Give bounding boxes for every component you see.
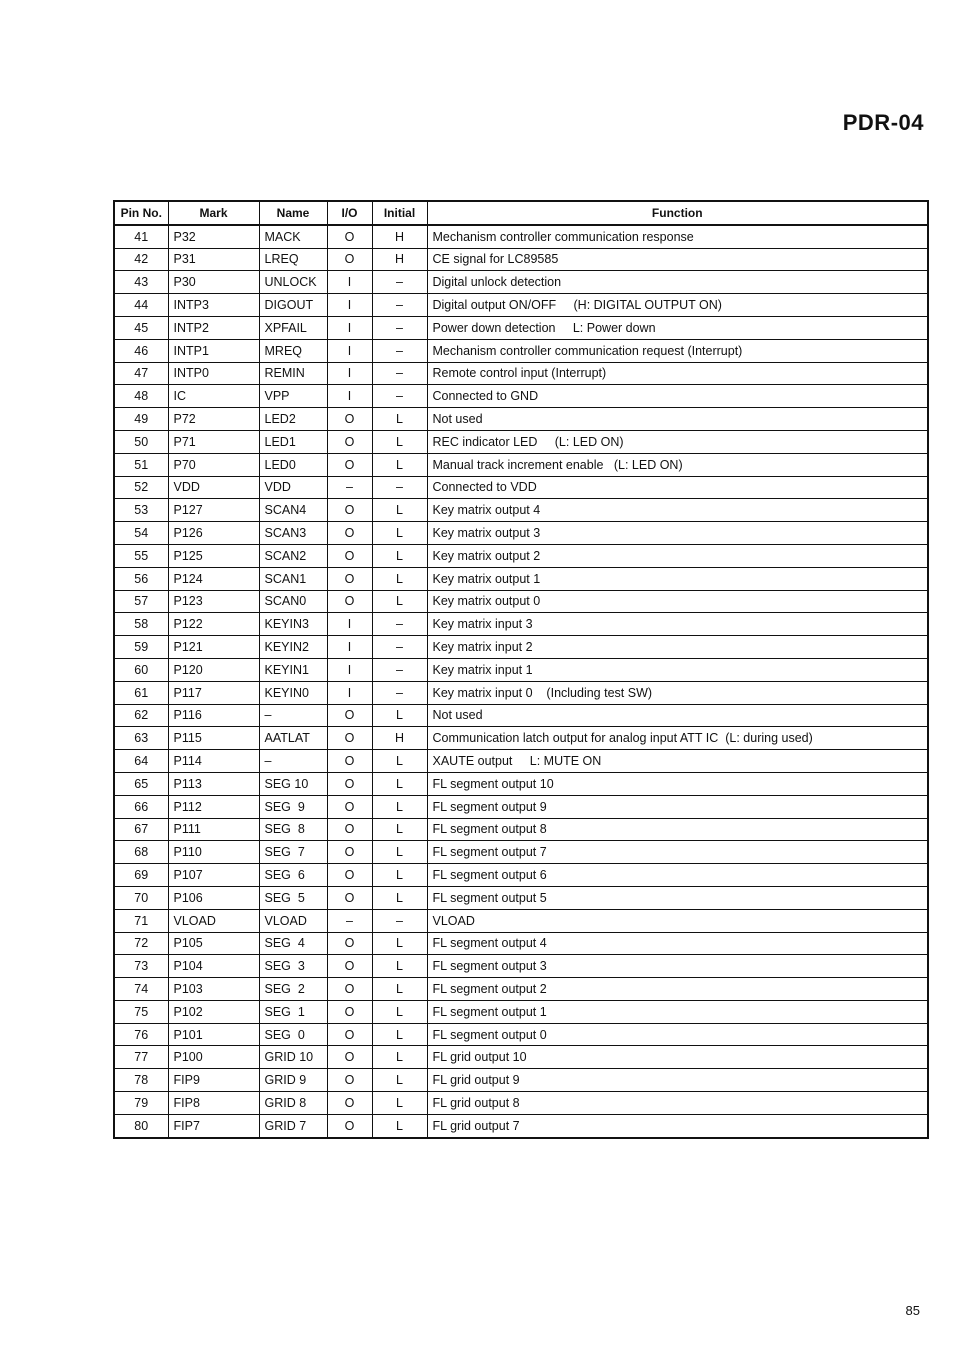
initial-cell: –	[372, 339, 427, 362]
function-cell: FL segment output 7	[427, 841, 928, 864]
pin-number-cell: 45	[114, 316, 168, 339]
io-cell: O	[327, 955, 372, 978]
function-cell: FL segment output 4	[427, 932, 928, 955]
column-header-function: Function	[427, 201, 928, 225]
name-cell: AATLAT	[259, 727, 327, 750]
table-row	[114, 750, 928, 773]
column-header-pin-no: Pin No.	[114, 201, 168, 225]
initial-cell: L	[372, 430, 427, 453]
pin-number-cell: 41	[114, 225, 168, 248]
pin-number-cell: 60	[114, 658, 168, 681]
mark-cell: P123	[168, 590, 259, 613]
pin-number-cell: 73	[114, 955, 168, 978]
io-cell: O	[327, 453, 372, 476]
initial-cell: L	[372, 864, 427, 887]
pin-number-cell: 63	[114, 727, 168, 750]
table-row	[114, 978, 928, 1001]
function-cell: FL segment output 1	[427, 1000, 928, 1023]
pin-number-cell: 56	[114, 567, 168, 590]
page-title: PDR-04	[842, 110, 924, 135]
name-cell: LED2	[259, 408, 327, 431]
mark-cell: INTP1	[168, 339, 259, 362]
mark-cell: IC	[168, 385, 259, 408]
name-cell: VPP	[259, 385, 327, 408]
io-cell: I	[327, 385, 372, 408]
table-row	[114, 476, 928, 499]
pin-number-cell: 66	[114, 795, 168, 818]
column-header-initial: Initial	[372, 201, 427, 225]
function-cell: Mechanism controller communication request (Interrupt)	[427, 339, 928, 362]
pin-number-cell: 68	[114, 841, 168, 864]
pin-function-table	[113, 200, 929, 1139]
table-row	[114, 613, 928, 636]
mark-cell: P126	[168, 522, 259, 545]
mark-cell: P70	[168, 453, 259, 476]
table-row	[114, 727, 928, 750]
initial-cell: L	[372, 567, 427, 590]
name-cell: KEYIN1	[259, 658, 327, 681]
io-cell: O	[327, 772, 372, 795]
io-cell: O	[327, 1046, 372, 1069]
function-cell: FL grid output 8	[427, 1092, 928, 1115]
io-cell: O	[327, 1069, 372, 1092]
function-cell: FL segment output 9	[427, 795, 928, 818]
table-row	[114, 681, 928, 704]
io-cell: O	[327, 1000, 372, 1023]
function-cell: Not used	[427, 408, 928, 431]
mark-cell: P105	[168, 932, 259, 955]
table-row	[114, 886, 928, 909]
pin-number-cell: 76	[114, 1023, 168, 1046]
pin-number-cell: 53	[114, 499, 168, 522]
io-cell: –	[327, 909, 372, 932]
initial-cell: L	[372, 704, 427, 727]
name-cell: –	[259, 750, 327, 773]
io-cell: O	[327, 864, 372, 887]
io-cell: O	[327, 818, 372, 841]
initial-cell: L	[372, 544, 427, 567]
mark-cell: FIP7	[168, 1114, 259, 1137]
initial-cell: –	[372, 476, 427, 499]
initial-cell: L	[372, 955, 427, 978]
pin-number-cell: 67	[114, 818, 168, 841]
table-row	[114, 658, 928, 681]
function-cell: VLOAD	[427, 909, 928, 932]
mark-cell: P124	[168, 567, 259, 590]
function-cell: Power down detection L: Power down	[427, 316, 928, 339]
mark-cell: P72	[168, 408, 259, 431]
function-cell: XAUTE output L: MUTE ON	[427, 750, 928, 773]
table-row	[114, 590, 928, 613]
io-cell: O	[327, 522, 372, 545]
name-cell: SCAN3	[259, 522, 327, 545]
mark-cell: P31	[168, 248, 259, 271]
mark-cell: INTP2	[168, 316, 259, 339]
table-row	[114, 567, 928, 590]
name-cell: SCAN4	[259, 499, 327, 522]
io-cell: I	[327, 636, 372, 659]
name-cell: SCAN2	[259, 544, 327, 567]
mark-cell: P115	[168, 727, 259, 750]
mark-cell: P71	[168, 430, 259, 453]
io-cell: O	[327, 750, 372, 773]
pin-number-cell: 52	[114, 476, 168, 499]
name-cell: KEYIN0	[259, 681, 327, 704]
pin-number-cell: 75	[114, 1000, 168, 1023]
initial-cell: –	[372, 385, 427, 408]
name-cell: KEYIN2	[259, 636, 327, 659]
table-row	[114, 225, 928, 248]
pin-number-cell: 69	[114, 864, 168, 887]
name-cell: MACK	[259, 225, 327, 248]
initial-cell: L	[372, 772, 427, 795]
table-row	[114, 271, 928, 294]
table-row	[114, 408, 928, 431]
name-cell: REMIN	[259, 362, 327, 385]
table-row	[114, 453, 928, 476]
initial-cell: –	[372, 316, 427, 339]
pin-number-cell: 59	[114, 636, 168, 659]
function-cell: FL grid output 9	[427, 1069, 928, 1092]
name-cell: SEG 4	[259, 932, 327, 955]
pin-number-cell: 54	[114, 522, 168, 545]
pin-number-cell: 70	[114, 886, 168, 909]
table-row	[114, 955, 928, 978]
table-row	[114, 704, 928, 727]
initial-cell: L	[372, 408, 427, 431]
mark-cell: P120	[168, 658, 259, 681]
name-cell: SCAN1	[259, 567, 327, 590]
function-cell: Digital unlock detection	[427, 271, 928, 294]
function-cell: Key matrix output 3	[427, 522, 928, 545]
table-row	[114, 772, 928, 795]
initial-cell: L	[372, 978, 427, 1001]
io-cell: O	[327, 841, 372, 864]
function-cell: Mechanism controller communication response	[427, 225, 928, 248]
function-cell: FL segment output 3	[427, 955, 928, 978]
column-header-io: I/O	[327, 201, 372, 225]
io-cell: O	[327, 932, 372, 955]
name-cell: MREQ	[259, 339, 327, 362]
mark-cell: P107	[168, 864, 259, 887]
initial-cell: –	[372, 681, 427, 704]
name-cell: SEG 10	[259, 772, 327, 795]
pin-number-cell: 61	[114, 681, 168, 704]
initial-cell: L	[372, 841, 427, 864]
function-cell: Connected to VDD	[427, 476, 928, 499]
table-row	[114, 1092, 928, 1115]
io-cell: O	[327, 248, 372, 271]
name-cell: XPFAIL	[259, 316, 327, 339]
function-cell: Communication latch output for analog input ATT IC (L: during used)	[427, 727, 928, 750]
function-cell: FL grid output 7	[427, 1114, 928, 1137]
table-row	[114, 909, 928, 932]
table-row	[114, 339, 928, 362]
initial-cell: L	[372, 818, 427, 841]
mark-cell: P122	[168, 613, 259, 636]
initial-cell: L	[372, 1069, 427, 1092]
column-header-mark: Mark	[168, 201, 259, 225]
io-cell: O	[327, 499, 372, 522]
io-cell: O	[327, 567, 372, 590]
name-cell: SEG 7	[259, 841, 327, 864]
pin-number-cell: 44	[114, 294, 168, 317]
initial-cell: L	[372, 1023, 427, 1046]
table-row	[114, 385, 928, 408]
initial-cell: –	[372, 362, 427, 385]
function-cell: FL segment output 0	[427, 1023, 928, 1046]
name-cell: GRID 8	[259, 1092, 327, 1115]
function-cell: FL segment output 5	[427, 886, 928, 909]
initial-cell: –	[372, 658, 427, 681]
mark-cell: P103	[168, 978, 259, 1001]
function-cell: FL segment output 2	[427, 978, 928, 1001]
column-header-name: Name	[259, 201, 327, 225]
initial-cell: L	[372, 1114, 427, 1137]
name-cell: KEYIN3	[259, 613, 327, 636]
table-row	[114, 636, 928, 659]
io-cell: O	[327, 704, 372, 727]
pin-number-cell: 46	[114, 339, 168, 362]
mark-cell: VLOAD	[168, 909, 259, 932]
initial-cell: –	[372, 613, 427, 636]
function-cell: Key matrix input 2	[427, 636, 928, 659]
io-cell: I	[327, 613, 372, 636]
initial-cell: L	[372, 795, 427, 818]
pin-number-cell: 77	[114, 1046, 168, 1069]
io-cell: I	[327, 316, 372, 339]
name-cell: SEG 1	[259, 1000, 327, 1023]
initial-cell: L	[372, 590, 427, 613]
function-cell: Key matrix output 4	[427, 499, 928, 522]
pin-number-cell: 57	[114, 590, 168, 613]
mark-cell: P127	[168, 499, 259, 522]
name-cell: SEG 5	[259, 886, 327, 909]
io-cell: O	[327, 408, 372, 431]
function-cell: Connected to GND	[427, 385, 928, 408]
function-cell: FL segment output 8	[427, 818, 928, 841]
pin-number-cell: 50	[114, 430, 168, 453]
mark-cell: FIP9	[168, 1069, 259, 1092]
name-cell: SEG 3	[259, 955, 327, 978]
name-cell: LREQ	[259, 248, 327, 271]
mark-cell: P116	[168, 704, 259, 727]
table-row	[114, 932, 928, 955]
pin-number-cell: 48	[114, 385, 168, 408]
initial-cell: L	[372, 499, 427, 522]
table-row	[114, 1069, 928, 1092]
mark-cell: P113	[168, 772, 259, 795]
mark-cell: INTP0	[168, 362, 259, 385]
mark-cell: INTP3	[168, 294, 259, 317]
function-cell: Digital output ON/OFF (H: DIGITAL OUTPUT ON)	[427, 294, 928, 317]
io-cell: O	[327, 1092, 372, 1115]
initial-cell: H	[372, 248, 427, 271]
initial-cell: L	[372, 932, 427, 955]
mark-cell: P30	[168, 271, 259, 294]
io-cell: –	[327, 476, 372, 499]
function-cell: Remote control input (Interrupt)	[427, 362, 928, 385]
io-cell: I	[327, 339, 372, 362]
table-row	[114, 544, 928, 567]
function-cell: Key matrix input 0 (Including test SW)	[427, 681, 928, 704]
mark-cell: P114	[168, 750, 259, 773]
io-cell: O	[327, 978, 372, 1001]
pin-number-cell: 47	[114, 362, 168, 385]
function-cell: Key matrix output 0	[427, 590, 928, 613]
function-cell: FL segment output 10	[427, 772, 928, 795]
name-cell: LED0	[259, 453, 327, 476]
io-cell: O	[327, 795, 372, 818]
table-row	[114, 248, 928, 271]
table-row	[114, 362, 928, 385]
name-cell: SEG 9	[259, 795, 327, 818]
name-cell: SEG 0	[259, 1023, 327, 1046]
mark-cell: P32	[168, 225, 259, 248]
name-cell: VDD	[259, 476, 327, 499]
pin-number-cell: 79	[114, 1092, 168, 1115]
mark-cell: P125	[168, 544, 259, 567]
mark-cell: P111	[168, 818, 259, 841]
io-cell: I	[327, 362, 372, 385]
table-row	[114, 841, 928, 864]
name-cell: –	[259, 704, 327, 727]
mark-cell: VDD	[168, 476, 259, 499]
initial-cell: H	[372, 225, 427, 248]
name-cell: UNLOCK	[259, 271, 327, 294]
initial-cell: L	[372, 1000, 427, 1023]
pin-number-cell: 64	[114, 750, 168, 773]
function-cell: Not used	[427, 704, 928, 727]
initial-cell: –	[372, 294, 427, 317]
mark-cell: P106	[168, 886, 259, 909]
table-row	[114, 522, 928, 545]
function-cell: Key matrix input 1	[427, 658, 928, 681]
table-header-row	[114, 201, 928, 225]
initial-cell: L	[372, 453, 427, 476]
mark-cell: FIP8	[168, 1092, 259, 1115]
io-cell: O	[327, 430, 372, 453]
io-cell: I	[327, 294, 372, 317]
initial-cell: L	[372, 1046, 427, 1069]
io-cell: O	[327, 886, 372, 909]
function-cell: FL segment output 6	[427, 864, 928, 887]
pin-number-cell: 55	[114, 544, 168, 567]
io-cell: I	[327, 681, 372, 704]
table-row	[114, 1023, 928, 1046]
name-cell: SEG 2	[259, 978, 327, 1001]
pin-number-cell: 49	[114, 408, 168, 431]
io-cell: O	[327, 544, 372, 567]
name-cell: GRID 7	[259, 1114, 327, 1137]
table-row	[114, 1000, 928, 1023]
pin-number-cell: 65	[114, 772, 168, 795]
table-row	[114, 316, 928, 339]
name-cell: GRID 9	[259, 1069, 327, 1092]
name-cell: SEG 8	[259, 818, 327, 841]
table-row	[114, 499, 928, 522]
table-row	[114, 818, 928, 841]
pin-number-cell: 78	[114, 1069, 168, 1092]
pin-number-cell: 43	[114, 271, 168, 294]
table-row	[114, 864, 928, 887]
name-cell: SEG 6	[259, 864, 327, 887]
name-cell: LED1	[259, 430, 327, 453]
initial-cell: –	[372, 271, 427, 294]
mark-cell: P101	[168, 1023, 259, 1046]
name-cell: VLOAD	[259, 909, 327, 932]
function-cell: Manual track increment enable (L: LED ON)	[427, 453, 928, 476]
mark-cell: P102	[168, 1000, 259, 1023]
initial-cell: L	[372, 750, 427, 773]
initial-cell: –	[372, 909, 427, 932]
mark-cell: P112	[168, 795, 259, 818]
io-cell: O	[327, 225, 372, 248]
table-row	[114, 795, 928, 818]
initial-cell: L	[372, 886, 427, 909]
io-cell: I	[327, 658, 372, 681]
table-body	[114, 225, 928, 1138]
table-row	[114, 1114, 928, 1137]
initial-cell: L	[372, 522, 427, 545]
function-cell: Key matrix output 2	[427, 544, 928, 567]
initial-cell: L	[372, 1092, 427, 1115]
initial-cell: –	[372, 636, 427, 659]
io-cell: O	[327, 1114, 372, 1137]
pin-number-cell: 80	[114, 1114, 168, 1137]
pin-number-cell: 42	[114, 248, 168, 271]
name-cell: DIGOUT	[259, 294, 327, 317]
pin-number-cell: 72	[114, 932, 168, 955]
mark-cell: P121	[168, 636, 259, 659]
pin-number-cell: 71	[114, 909, 168, 932]
io-cell: O	[327, 590, 372, 613]
function-cell: REC indicator LED (L: LED ON)	[427, 430, 928, 453]
io-cell: I	[327, 271, 372, 294]
page-number: 85	[905, 1303, 920, 1318]
io-cell: O	[327, 1023, 372, 1046]
table-row	[114, 430, 928, 453]
name-cell: GRID 10	[259, 1046, 327, 1069]
function-cell: CE signal for LC89585	[427, 248, 928, 271]
function-cell: Key matrix output 1	[427, 567, 928, 590]
pin-number-cell: 74	[114, 978, 168, 1001]
mark-cell: P104	[168, 955, 259, 978]
initial-cell: H	[372, 727, 427, 750]
pin-number-cell: 51	[114, 453, 168, 476]
table-row	[114, 1046, 928, 1069]
mark-cell: P117	[168, 681, 259, 704]
io-cell: O	[327, 727, 372, 750]
table-row	[114, 294, 928, 317]
name-cell: SCAN0	[259, 590, 327, 613]
pin-number-cell: 58	[114, 613, 168, 636]
mark-cell: P100	[168, 1046, 259, 1069]
function-cell: FL grid output 10	[427, 1046, 928, 1069]
mark-cell: P110	[168, 841, 259, 864]
pin-number-cell: 62	[114, 704, 168, 727]
function-cell: Key matrix input 3	[427, 613, 928, 636]
